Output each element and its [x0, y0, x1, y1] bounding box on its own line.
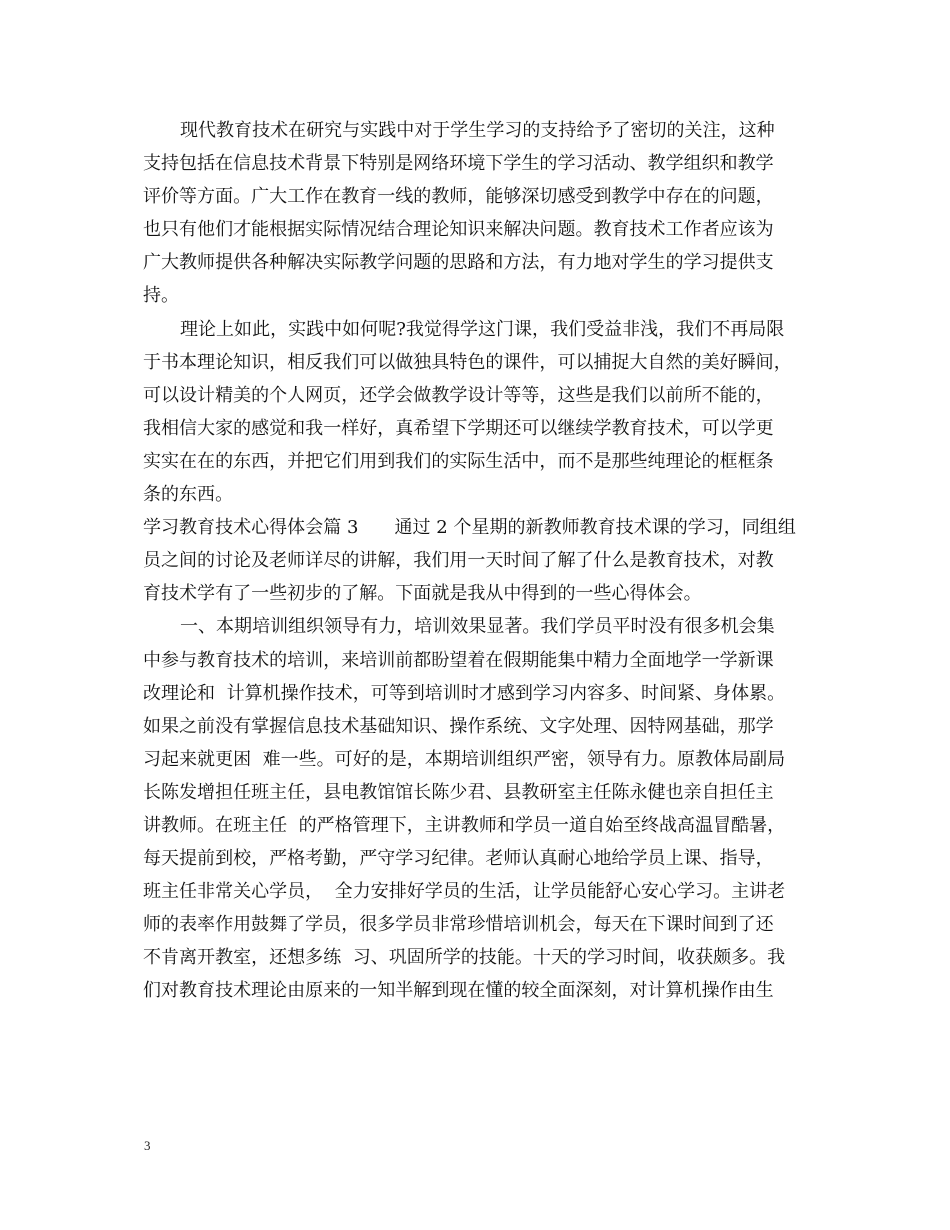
paragraph-line: 班主任非常关心学员， 全力安排好学员的生活，让学员能舒心安心学习。主讲老: [143, 881, 786, 903]
document-body: [143, 114, 808, 1008]
paragraph-line: 理论上如此，实践中如何呢?我觉得学这门课，我们受益非浅，我们不再局限: [180, 318, 785, 340]
paragraph-4: [143, 610, 808, 1007]
paragraph-line: 师的表率作用鼓舞了学员，很多学员非常珍惜培训机会，每天在下课时间到了还: [143, 914, 774, 936]
paragraph-line: 条的东西。: [143, 484, 234, 506]
paragraph-2: [143, 313, 808, 512]
paragraph-line: 们对教育技术理论由原来的一知半解到现在懂的较全面深刻，对计算机操作由生: [143, 980, 774, 1002]
paragraph-line: 也只有他们才能根据实际情况结合理论知识来解决问题。教育技术工作者应该为: [143, 219, 774, 241]
paragraph-line: 可以设计精美的个人网页，还学会做教学设计等等，这些是我们以前所不能的，: [143, 384, 774, 406]
paragraph-line: 每天提前到校，严格考勤，严守学习纪律。老师认真耐心地给学员上课、指导，: [143, 848, 774, 870]
paragraph-line: 习起来就更困 难一些。可好的是，本期培训组织严密，领导有力。原教体局副局: [143, 748, 786, 770]
paragraph-line: 不肯离开教室，还想多练 习、巩固所学的技能。十天的学习时间，收获颇多。我: [143, 947, 786, 969]
paragraph-line: 长陈发增担任班主任，县电教馆馆长陈少君、县教研室主任陈永健也亲自担任主: [143, 781, 774, 803]
paragraph-line: 育技术学有了一些初步的了解。下面就是我从中得到的一些心得体会。: [143, 583, 702, 605]
page-number: 3: [144, 1138, 151, 1153]
paragraph-line: 改理论和 计算机操作技术，可等到培训时才感到学习内容多、时间紧、身体累。: [143, 682, 786, 704]
paragraph-line: 我相信大家的感觉和我一样好，真希望下学期还可以继续学教育技术，可以学更: [143, 417, 774, 439]
paragraph-line: 一、本期培训组织领导有力，培训效果显著。我们学员平时没有很多机会集: [180, 616, 775, 638]
paragraph-line: 实实在在的东西，并把它们用到我们的实际生活中，而不是那些纯理论的框框条: [143, 450, 774, 472]
paragraph-line: 于书本理论知识，相反我们可以做独具特色的课件，可以捕捉大自然的美好瞬间，: [143, 351, 792, 373]
paragraph-line: 持。: [143, 285, 180, 307]
paragraph-line: 支持包括在信息技术背景下特别是网络环境下学生的学习活动、教学组织和教学: [143, 153, 774, 175]
paragraph-line: 广大教师提供各种解决实际教学问题的思路和方法，有力地对学生的学习提供支: [143, 252, 774, 274]
paragraph-line: 评价等方面。广大工作在教育一线的教师，能够深切感受到教学中存在的问题，: [143, 186, 774, 208]
paragraph-line: 如果之前没有掌握信息技术基础知识、操作系统、文字处理、因特网基础，那学: [143, 715, 774, 737]
paragraph-1: [143, 114, 808, 313]
paragraph-line: 中参与教育技术的培训，来培训前都盼望着在假期能集中精力全面地学一学新课: [143, 649, 774, 671]
paragraph-line: 员之间的讨论及老师详尽的讲解，我们用一天时间了解了什么是教育技术，对教: [143, 550, 774, 572]
section-3: [143, 511, 808, 610]
paragraph-line: 现代教育技术在研究与实践中对于学生学习的支持给予了密切的关注，这种: [180, 120, 775, 141]
paragraph-line: 讲教师。在班主任 的严格管理下，主讲教师和学员一道自始至终战高温冒酷暑，: [143, 814, 786, 836]
section-heading-line: 学习教育技术心得体会篇 3 通过 2 个星期的新教师教育技术课的学习，同组组: [143, 517, 796, 539]
